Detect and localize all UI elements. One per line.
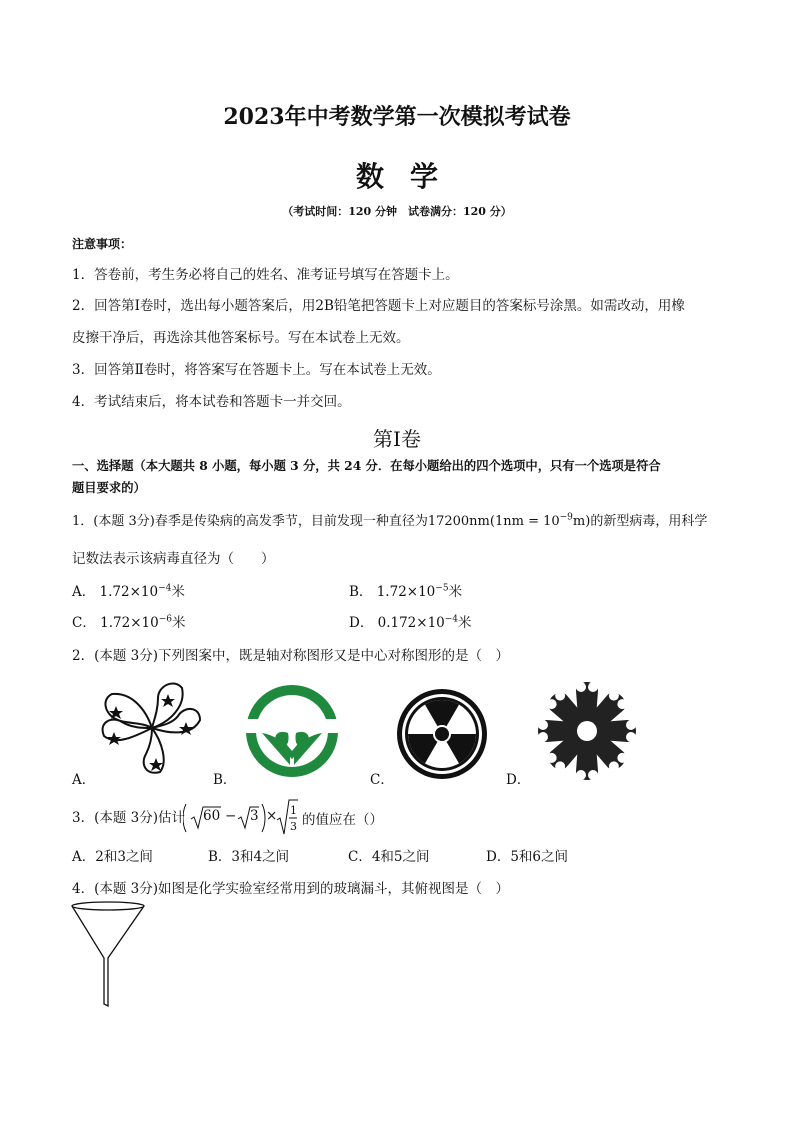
option-label: C． (72, 615, 96, 631)
note-2: 2．回答第Ⅰ卷时，选出每小题答案后，用2B铅笔把答题卡上对应题目的答案标号涂黑。如需改动，用橡 (72, 298, 685, 314)
option-label: A． (72, 584, 96, 600)
q3-frac-den: 3 (290, 820, 297, 833)
option-unit: 米 (458, 615, 472, 631)
q3-frac-num: 1 (290, 804, 297, 817)
option-exp: −4 (444, 614, 459, 625)
option-mantissa: 1.72×10 (376, 584, 436, 600)
q2-option-a[interactable]: A． (72, 772, 96, 788)
note-2-cont: 皮擦干净后，再选涂其他答案标号。写在本试卷上无效。 (72, 330, 410, 346)
section-heading-2: 题目要求的） (72, 480, 146, 495)
option-unit: 米 (448, 584, 463, 600)
q3-option-d[interactable]: D．5和6之间 (486, 849, 569, 865)
q1-unit-close: m) (572, 514, 591, 529)
option-mantissa: 1.72×10 (100, 615, 159, 631)
note-4: 4．考试结束后，将本试卷和答题卡一并交回。 (72, 394, 351, 410)
note-1: 1．答卷前，考生务必将自己的姓名、准考证号填写在答题卡上。 (72, 267, 459, 283)
q1-stem-line2: 记数法表示该病毒直径为（ ） (72, 551, 275, 567)
section-title: 第Ⅰ卷 (373, 427, 421, 451)
option-mantissa: 1.72×10 (99, 584, 159, 600)
option-label: B． (349, 584, 373, 600)
option-exp: −4 (158, 583, 172, 594)
q1-option-b[interactable] (349, 580, 462, 600)
q3-option-c[interactable]: C．4和5之间 (348, 849, 430, 865)
q3-option-a[interactable]: A．2和3之间 (72, 849, 153, 865)
q2-option-b[interactable]: B． (213, 772, 237, 788)
subject-title: 数学 (355, 160, 464, 193)
q3-option-b[interactable]: B．3和4之间 (208, 849, 290, 865)
q3-stem (72, 806, 185, 836)
q2-stem: 2．(本题 3分)下列图案中，既是轴对称图形又是中心对称图形的是（ ） (72, 648, 510, 664)
green-emblem-icon (244, 683, 340, 779)
radiation-circle-icon (394, 686, 490, 782)
q1-option-c[interactable] (72, 611, 185, 631)
q3-prefix: 3．(本题 3分)估计 (72, 810, 186, 826)
flower-icon (534, 678, 640, 784)
exam-title: 2023年中考数学第一次模拟考试卷 (223, 104, 571, 130)
q3-suffix: 的值应在（） (302, 812, 383, 828)
q1-stem-line1 (72, 510, 707, 529)
note-3: 3．回答第Ⅱ卷时，将答案写在答题卡上。写在本试卷上无效。 (72, 362, 441, 378)
option-unit: 米 (171, 584, 185, 600)
q1-unit-exp: −9 (559, 512, 573, 523)
option-mantissa: 0.172×10 (377, 615, 445, 631)
q3-minus: − (225, 808, 237, 824)
q1-option-d[interactable] (349, 611, 472, 631)
q1-suffix: 的新型病毒，用科学 (590, 514, 708, 529)
section-heading-1: 一、选择题（本大题共 8 小题，每小题 3 分，共 24 分．在每小题给出的四个选项中，只有一个选项是符合 (72, 458, 661, 473)
funnel-icon (70, 900, 150, 1010)
q3-times: × (266, 808, 278, 824)
q1-unit-open: (1nm = 10 (489, 514, 560, 529)
option-label: D． (349, 615, 374, 631)
q1-measure: 17200nm (427, 514, 490, 529)
q2-option-d[interactable]: D． (506, 772, 531, 788)
option-unit: 米 (171, 615, 186, 631)
q3-rad2: 3 (250, 808, 259, 824)
q2-option-c[interactable]: C． (370, 772, 394, 788)
q1-option-a[interactable] (72, 580, 185, 600)
bauhinia-icon (96, 680, 208, 776)
q4-stem: 4．(本题 3分)如图是化学实验室经常用到的玻璃漏斗，其俯视图是（ ） (72, 881, 510, 897)
q1-prefix: 1．(本题 3分)春季是传染病的高发季节，目前发现一种直径为 (72, 514, 428, 529)
option-exp: −5 (435, 583, 449, 594)
exam-meta: （考试时间：120 分钟 试卷满分：120 分） (282, 205, 512, 218)
notes-heading: 注意事项： (72, 237, 133, 251)
option-exp: −6 (158, 614, 172, 625)
q3-rad1: 60 (203, 808, 221, 824)
